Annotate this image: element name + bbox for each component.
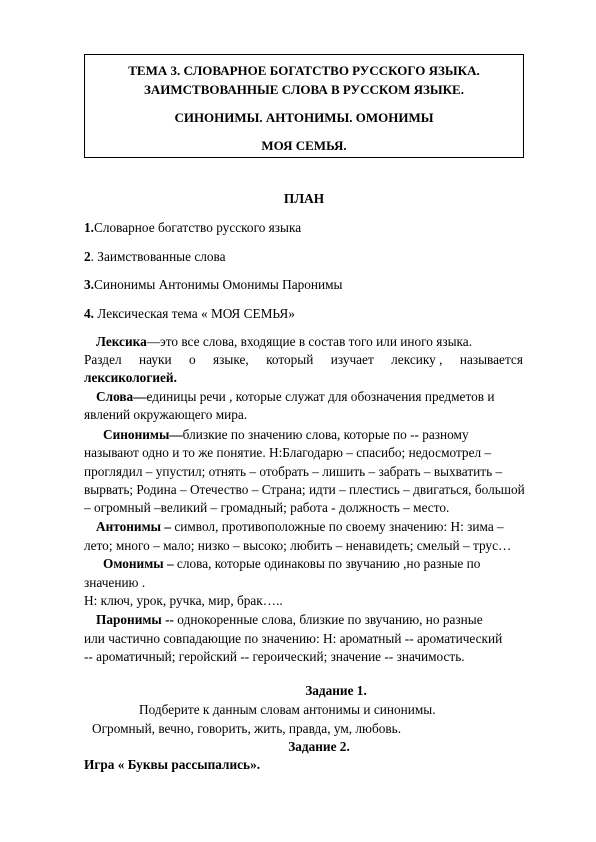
sinonimy-line-2: называют одно и то же понятие. Н:Благодарю – спасибо; недосмотрел – <box>84 445 492 460</box>
omonimy-line-2: значению . <box>84 575 146 590</box>
lexika-definition <box>96 333 472 351</box>
plan-item-number: 4. <box>84 306 94 321</box>
plan-item-text: Словарное богатство русского языка <box>93 220 302 235</box>
topic-line-4: МОЯ СЕМЬЯ. <box>261 138 347 153</box>
word: называется <box>459 352 523 367</box>
task-1-instruction: Подберите к данным словам антонимы и синонимы. <box>139 702 436 717</box>
omonimy-term: Омонимы – <box>103 556 174 571</box>
lexikologia-term: лексикологией. <box>84 370 177 385</box>
antonimy-term: Антонимы – <box>96 519 172 534</box>
antonimy-text: символ, противоположные по своему значению: Н: зима – <box>171 519 504 534</box>
topic-line-1: ТЕМА 3. СЛОВАРНОЕ БОГАТСТВО РУССКОГО ЯЗЫКА. <box>128 63 480 78</box>
sinonimy-line-4: вырвать; Родина – Отечество – Страна; идти – плестись – двигаться, большой <box>84 482 525 497</box>
task-2-game: Игра « Буквы рассыпались». <box>84 757 261 772</box>
plan-item-text: Синонимы Антонимы Омонимы Паронимы <box>93 277 343 292</box>
plan-item-1 <box>84 219 301 237</box>
task-1-title: Задание 1. <box>305 683 367 698</box>
plan-item-number: 3. <box>84 277 94 292</box>
paronimy-line-2: или частично совпадающие по значению: Н: ароматный -- ароматический <box>84 631 503 646</box>
paronimy-line-3: -- ароматичный; геройский -- героический; значение -- значимость. <box>84 649 465 664</box>
plan-item-text: Лексическая тема « МОЯ СЕМЬЯ» <box>93 306 295 321</box>
sinonimy-definition <box>103 426 469 444</box>
lexika-text: —это все слова, входящие в состав того или иного языка. <box>146 334 473 349</box>
paronimy-definition <box>96 611 483 629</box>
sinonimy-line-5: – огромный –великий – громадный; работа - должность – место. <box>84 500 450 515</box>
slova-term: Слова— <box>96 389 147 404</box>
lexika-line-2 <box>84 351 523 369</box>
omonimy-text: слова, которые одинаковы по звучанию ,но разные по <box>173 556 481 571</box>
plan-item-text: . Заимствованные слова <box>90 249 226 264</box>
topic-box <box>84 54 524 158</box>
omonimy-definition <box>103 555 480 573</box>
paronimy-term: Паронимы -- <box>96 612 174 627</box>
word: науки <box>139 352 172 367</box>
word: изучает <box>330 352 374 367</box>
slova-definition <box>96 388 494 406</box>
sinonimy-text: близкие по значению слова, которые по -- разному <box>182 427 469 442</box>
plan-item-number: 1. <box>84 220 94 235</box>
task-2-title: Задание 2. <box>288 739 350 754</box>
plan-item-3 <box>84 276 343 294</box>
antonimy-definition <box>96 518 504 536</box>
word: языке, <box>213 352 249 367</box>
word: лексику , <box>391 352 443 367</box>
lexika-term: Лексика <box>96 334 147 349</box>
sinonimy-term: Синонимы— <box>103 427 183 442</box>
antonimy-line-2: лето; много – мало; низко – высоко; любить – ненавидеть; смелый – трус… <box>84 538 512 553</box>
plan-title: ПЛАН <box>283 191 325 206</box>
plan-item-2 <box>84 248 226 266</box>
sinonimy-line-3: проглядил – упустил; отнять – отобрать – лишить – забрать – выхватить – <box>84 464 503 479</box>
slova-line-2: явлений окружающего мира. <box>84 407 248 422</box>
word: о <box>188 352 196 367</box>
plan-item-4 <box>84 305 295 323</box>
task-1-words: Огромный, вечно, говорить, жить, правда, ум, любовь. <box>92 721 402 736</box>
topic-line-2: ЗАИМСТВОВАННЫЕ СЛОВА В РУССКОМ ЯЗЫКЕ. <box>144 82 464 97</box>
word: который <box>266 352 314 367</box>
word: Раздел <box>84 352 122 367</box>
plan-item-number: 2 <box>84 249 91 264</box>
slova-text: единицы речи , которые служат для обозначения предметов и <box>146 389 495 404</box>
paronimy-text: однокоренные слова, близкие по звучанию, но разные <box>173 612 483 627</box>
omonimy-line-3: Н: ключ, урок, ручка, мир, брак….. <box>84 593 283 608</box>
topic-line-3: СИНОНИМЫ. АНТОНИМЫ. ОМОНИМЫ <box>174 110 434 125</box>
